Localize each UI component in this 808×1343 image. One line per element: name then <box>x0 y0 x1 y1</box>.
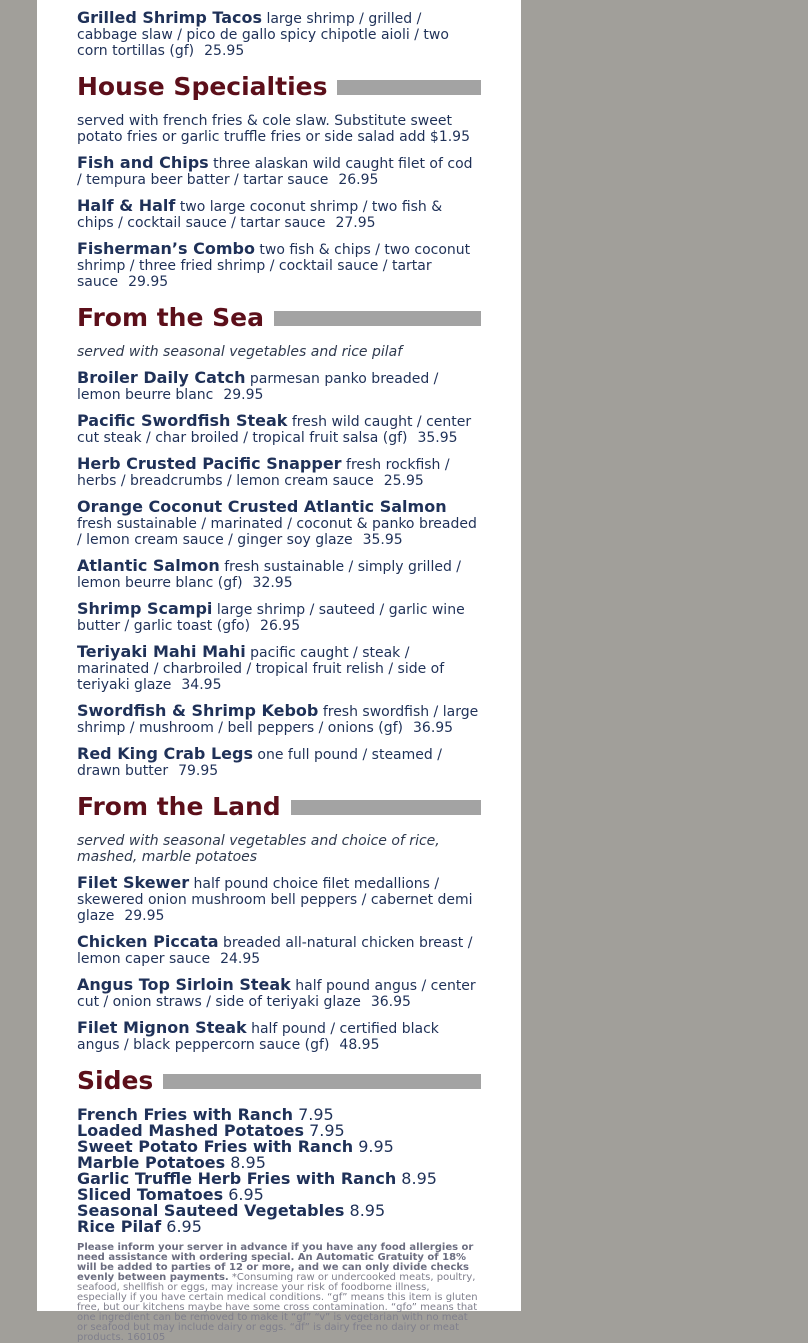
item-desc: fresh sustainable / marinated / coconut & panko breaded / lemon cream sauce / ginger soy glaze <box>77 516 477 548</box>
menu-item <box>77 413 481 446</box>
item-name: Loaded Mashed Potatoes <box>77 1121 304 1140</box>
item-name: Teriyaki Mahi Mahi <box>77 642 246 661</box>
menu-item <box>77 499 481 548</box>
item-name: Shrimp Scampi <box>77 599 213 618</box>
item-name: Rice Pilaf <box>77 1217 162 1236</box>
item-name: Seasonal Sauteed Vegetables <box>77 1201 345 1220</box>
item-price: 8.95 <box>230 1153 266 1172</box>
sides-list <box>77 1107 481 1235</box>
menu-item <box>77 977 481 1010</box>
item-price: 36.95 <box>413 720 454 736</box>
menu-item <box>77 746 481 779</box>
item-desc: half pound angus / center cut / onion straws / side of teriyaki glaze <box>77 978 476 1010</box>
menu-item <box>77 456 481 489</box>
disclaimer-text: *Consuming raw or undercooked meats, poultry, seafood, shellfish or eggs, may increase your risk of foodborne illness, especially if you have certain medical conditions. “gf” means this item is gluten free, but our kitchens maybe have some cross contamination. “gfo” means that one ingredient can be removed to make it “gf” “v” is vegetarian with no meat or seafood but may include dairy or eggs. “df” is dairy free no dairy or meat products. 160105 <box>77 1272 478 1343</box>
item-name: Sliced Tomatoes <box>77 1185 224 1204</box>
item-desc: fresh sustainable / simply grilled / lemon beurre blanc (gf) <box>77 559 461 591</box>
item-desc: pacific caught / steak / marinated / charbroiled / tropical fruit relish / side of teriyaki glaze <box>77 645 445 693</box>
item-price: 24.95 <box>220 951 261 967</box>
menu-item <box>77 241 481 290</box>
menu-item <box>77 370 481 403</box>
item-price: 9.95 <box>358 1137 394 1156</box>
item-price: 25.95 <box>204 43 245 59</box>
item-desc: half pound choice filet medallions / skewered onion mushroom bell peppers / cabernet demi glaze <box>77 876 473 924</box>
section-divider-bar <box>163 1074 481 1089</box>
item-price: 29.95 <box>128 274 169 290</box>
item-desc: three alaskan wild caught filet of cod / tempura beer batter / tartar sauce <box>77 156 473 188</box>
menu-item <box>77 644 481 693</box>
menu-item <box>77 703 481 736</box>
menu-item <box>77 875 481 924</box>
section-divider-bar <box>337 80 481 95</box>
item-price: 35.95 <box>362 532 403 548</box>
item-name: Pacific Swordfish Steak <box>77 411 288 430</box>
item-name: Orange Coconut Crusted Atlantic Salmon <box>77 497 447 516</box>
section-divider-bar <box>274 311 481 326</box>
item-desc: breaded all-natural chicken breast / lemon caper sauce <box>77 935 473 967</box>
item-desc: half pound / certified black angus / black peppercorn sauce (gf) <box>77 1021 439 1053</box>
menu-content <box>77 0 481 1343</box>
item-name: Sweet Potato Fries with Ranch <box>77 1137 354 1156</box>
item-price: 36.95 <box>370 994 411 1010</box>
item-price: 27.95 <box>335 215 376 231</box>
menu-item <box>77 1020 481 1053</box>
item-name: Broiler Daily Catch <box>77 368 246 387</box>
item-name: Herb Crusted Pacific Snapper <box>77 454 342 473</box>
menu-page <box>37 0 521 1343</box>
item-name: Half & Half <box>77 196 176 215</box>
item-desc: large shrimp / grilled / cabbage slaw / pico de gallo spicy chipotle aioli / two corn tortillas (gf) <box>77 11 449 59</box>
house-items-list <box>77 155 481 290</box>
item-name: Filet Skewer <box>77 873 190 892</box>
section-sides <box>77 1065 481 1097</box>
item-name: Chicken Piccata <box>77 932 219 951</box>
item-name: Angus Top Sirloin Steak <box>77 975 291 994</box>
sea-items-list <box>77 370 481 779</box>
menu-item <box>77 558 481 591</box>
item-desc: large shrimp / sauteed / garlic wine butter / garlic toast (gfo) <box>77 602 465 634</box>
section-note: served with seasonal vegetables and rice pilaf <box>77 344 403 360</box>
item-price: 7.95 <box>298 1105 334 1124</box>
section-note: served with french fries & cole slaw. Substitute sweet potato fries or garlic truffle fries or side salad add $1.95 <box>77 113 470 145</box>
menu-item <box>77 601 481 634</box>
item-price: 8.95 <box>401 1169 437 1188</box>
item-price: 26.95 <box>338 172 379 188</box>
disclaimer-bold: Please inform your server in advance if you have any food allergies or need assistance with ordering special. An Automatic Gratuity of 18% will be added to parties of 12 or more, and we can only divide checks evenly between payments. <box>77 1242 474 1283</box>
menu-item-grilled-shrimp-tacos <box>77 10 481 59</box>
item-desc: one full pound / steamed / drawn butter <box>77 747 442 779</box>
item-price: 25.95 <box>383 473 424 489</box>
item-name: Atlantic Salmon <box>77 556 220 575</box>
item-name: Marble Potatoes <box>77 1153 226 1172</box>
item-price: 29.95 <box>124 908 165 924</box>
item-price: 79.95 <box>178 763 219 779</box>
section-title: From the Sea <box>77 303 264 332</box>
item-desc: parmesan panko breaded / lemon beurre blanc <box>77 371 439 403</box>
item-desc: two large coconut shrimp / two fish & chips / cocktail sauce / tartar sauce <box>77 199 443 231</box>
item-price: 29.95 <box>223 387 264 403</box>
side-item <box>77 1219 481 1235</box>
item-price: 8.95 <box>349 1201 386 1220</box>
item-name: Grilled Shrimp Tacos <box>77 8 262 27</box>
item-desc: fresh rockfish / herbs / breadcrumbs / lemon cream sauce <box>77 457 450 489</box>
item-name: Red King Crab Legs <box>77 744 253 763</box>
menu-item <box>77 198 481 231</box>
item-desc: fresh swordfish / large shrimp / mushroom / bell peppers / onions (gf) <box>77 704 479 736</box>
item-price: 48.95 <box>339 1037 380 1053</box>
section-from-the-land <box>77 791 481 823</box>
item-price: 32.95 <box>252 575 293 591</box>
item-name: Filet Mignon Steak <box>77 1018 247 1037</box>
section-title: House Specialties <box>77 72 328 101</box>
section-divider-bar <box>291 800 481 815</box>
item-price: 6.95 <box>228 1185 264 1204</box>
menu-item <box>77 155 481 188</box>
item-name: Fisherman’s Combo <box>77 239 255 258</box>
item-name: Garlic Truffle Herb Fries with Ranch <box>77 1169 397 1188</box>
item-price: 35.95 <box>417 430 458 446</box>
item-name: French Fries with Ranch <box>77 1105 293 1124</box>
item-desc: fresh wild caught / center cut steak / char broiled / tropical fruit salsa (gf) <box>77 414 472 446</box>
item-price: 26.95 <box>260 618 301 634</box>
disclaimer <box>77 1243 481 1343</box>
item-price: 7.95 <box>309 1121 345 1140</box>
item-price: 34.95 <box>181 677 222 693</box>
section-title: From the Land <box>77 792 281 821</box>
item-name: Swordfish & Shrimp Kebob <box>77 701 319 720</box>
section-from-the-sea <box>77 302 481 334</box>
item-price: 6.95 <box>166 1217 202 1236</box>
land-items-list <box>77 875 481 1053</box>
menu-item <box>77 934 481 967</box>
section-note: served with seasonal vegetables and choice of rice, mashed, marble potatoes <box>77 833 440 865</box>
section-house-specialties <box>77 71 481 103</box>
item-desc: two fish & chips / two coconut shrimp / three fried shrimp / cocktail sauce / tartar sauce <box>77 242 471 290</box>
item-name: Fish and Chips <box>77 153 209 172</box>
section-title: Sides <box>77 1066 154 1095</box>
